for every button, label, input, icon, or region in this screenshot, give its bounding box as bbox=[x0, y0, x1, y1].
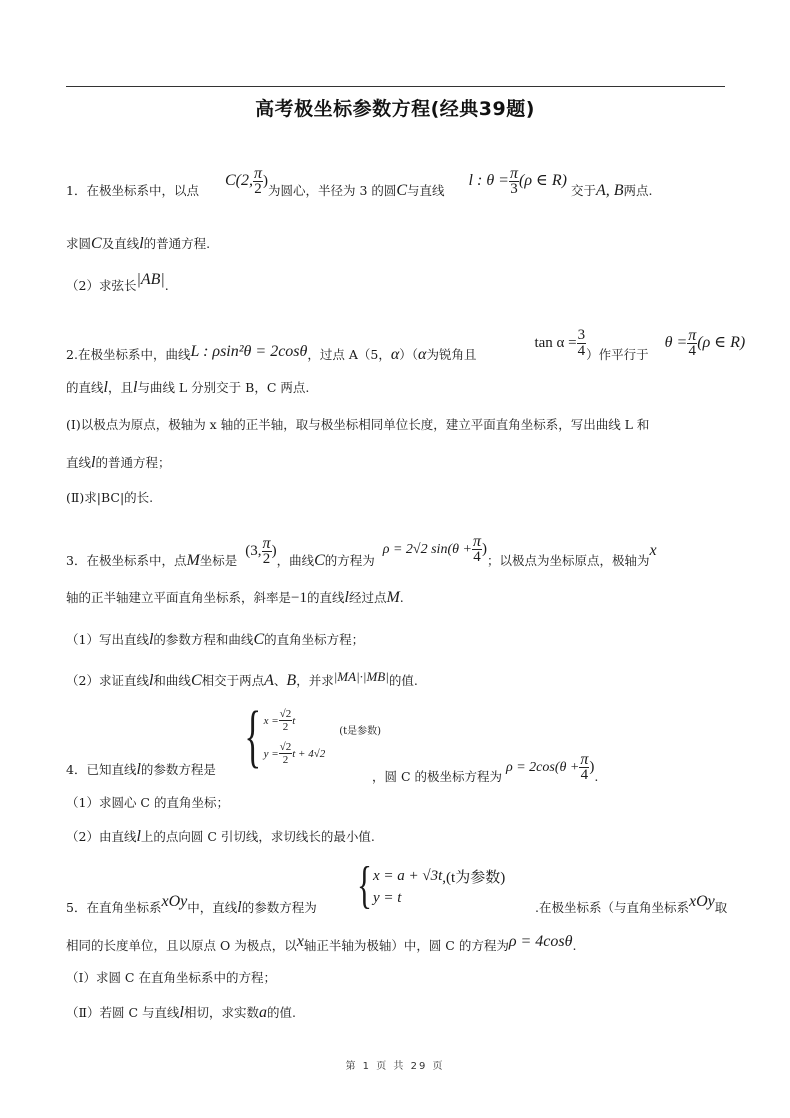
problem-4-param-system bbox=[236, 698, 382, 775]
text: 的参数方程为 bbox=[241, 900, 317, 915]
math: l bbox=[132, 379, 138, 396]
numerator: π bbox=[262, 535, 271, 552]
text: ，并求 bbox=[296, 673, 334, 688]
math: A, B bbox=[595, 182, 624, 199]
problem-4-q1 bbox=[66, 795, 229, 811]
problem-number: 1． bbox=[66, 183, 87, 198]
math-point-C bbox=[225, 166, 268, 197]
text: 求圆 bbox=[66, 236, 92, 251]
math: C bbox=[190, 672, 202, 689]
math-line-l bbox=[469, 166, 567, 197]
x-equation bbox=[373, 866, 505, 887]
text: （Ⅱ）若圆 C 与直线 bbox=[66, 1005, 180, 1020]
problem-3-line2 bbox=[66, 590, 404, 606]
text: （2）求证直线 bbox=[66, 673, 149, 688]
math: l bbox=[103, 379, 108, 396]
math: l bbox=[136, 828, 141, 845]
fraction bbox=[472, 534, 482, 565]
problem-number: 4． bbox=[66, 762, 87, 777]
text: 在极坐标系中，曲线 bbox=[77, 347, 191, 362]
math: ) bbox=[262, 173, 268, 189]
text: 相交于两点 bbox=[201, 673, 265, 688]
text: 、 bbox=[273, 673, 287, 688]
text: ，过点 A（5， bbox=[307, 347, 391, 362]
text: 中，直线 bbox=[187, 900, 238, 915]
denominator: 4 bbox=[577, 343, 586, 359]
math: (ρ ∈ R) bbox=[519, 172, 567, 189]
text: ；以极点为坐标原点，极轴为 bbox=[486, 553, 650, 568]
page-footer: 第 1 页 共 29 页 bbox=[345, 1061, 445, 1072]
math: L : ρsin²θ = 2cosθ bbox=[190, 343, 308, 360]
problem-5-stem bbox=[66, 893, 317, 916]
text: 为圆心，半径为 3 的圆 bbox=[267, 183, 397, 198]
text: ）（ bbox=[399, 347, 419, 362]
math: x bbox=[296, 933, 304, 950]
text: 与曲线 L 分别交于 B，C 两点. bbox=[137, 380, 310, 395]
text: 两点. bbox=[623, 183, 653, 198]
math: α bbox=[390, 346, 400, 363]
math: l bbox=[344, 589, 349, 606]
text: 轴的正半轴建立平面直角坐标系，斜率是 bbox=[66, 590, 292, 605]
problem-number: 5． bbox=[66, 900, 87, 915]
denominator: 4 bbox=[580, 767, 589, 783]
math: A bbox=[264, 672, 274, 689]
equations bbox=[264, 708, 326, 766]
text: 取 bbox=[714, 900, 728, 915]
text: 经过点 bbox=[348, 590, 387, 605]
problem-5-param-system bbox=[352, 857, 506, 914]
problem-2-q2 bbox=[66, 490, 153, 506]
math: x = a + √3t bbox=[372, 867, 443, 884]
text: (Ⅱ)求|BC|的长. bbox=[66, 490, 154, 505]
denominator: 3 bbox=[510, 181, 518, 197]
problem-1-stem bbox=[66, 165, 653, 207]
text: 的普通方程. bbox=[143, 236, 211, 251]
problem-5-line2 bbox=[66, 933, 577, 954]
text: ，曲线 bbox=[276, 553, 315, 568]
fraction bbox=[279, 708, 296, 733]
math: |MA|·|MB| bbox=[333, 669, 389, 684]
math: l bbox=[148, 631, 154, 648]
fraction bbox=[253, 166, 263, 197]
problem-5-q2 bbox=[66, 1005, 296, 1021]
text: 轴正半轴为极轴）中，圆 C 的方程为 bbox=[303, 938, 509, 953]
math: l bbox=[237, 899, 242, 916]
text: 直线 bbox=[66, 455, 92, 470]
problem-5-q1 bbox=[66, 970, 276, 986]
param-note: (t是参数) bbox=[339, 725, 382, 737]
problem-2-stem bbox=[66, 327, 746, 371]
math: C bbox=[91, 235, 102, 252]
text: （1）求圆心 C 的直角坐标； bbox=[66, 795, 229, 810]
text: 和曲线 bbox=[153, 673, 191, 688]
y-equation bbox=[373, 887, 505, 907]
text: ）作平行于 bbox=[586, 347, 649, 362]
text: 已知直线 bbox=[86, 762, 137, 777]
math: M bbox=[386, 589, 400, 606]
text: 相同的长度单位，且以原点 O 为极点，以 bbox=[66, 938, 297, 953]
equations bbox=[373, 866, 505, 907]
math: C(2, bbox=[224, 172, 253, 189]
problem-4-q2 bbox=[66, 829, 375, 845]
numerator: π bbox=[253, 165, 262, 182]
math: t bbox=[292, 714, 296, 727]
text: .在极坐标系（与直角坐标系 bbox=[535, 900, 689, 915]
math: −1 bbox=[291, 590, 307, 606]
numerator: π bbox=[509, 165, 518, 182]
left-brace: { bbox=[356, 857, 372, 914]
math: l : θ = bbox=[468, 172, 509, 189]
problem-2-q1 bbox=[66, 417, 649, 433]
header-rule bbox=[66, 86, 725, 87]
denominator: 4 bbox=[688, 343, 696, 359]
math: l bbox=[91, 454, 96, 471]
numerator: π bbox=[688, 327, 697, 344]
math: θ = bbox=[664, 334, 688, 351]
problem-1-q2 bbox=[66, 271, 169, 294]
problem-number: 2. bbox=[66, 347, 78, 362]
text: 的参数方程和曲线 bbox=[153, 632, 254, 647]
text: 的直线 bbox=[306, 590, 345, 605]
problem-3-stem bbox=[66, 533, 657, 577]
denominator: 2 bbox=[282, 721, 289, 733]
text: （Ⅰ）求圆 C 在直角坐标系中的方程； bbox=[66, 970, 276, 985]
math-M-coord bbox=[245, 536, 276, 567]
text: ，且 bbox=[107, 380, 133, 395]
fraction bbox=[509, 166, 519, 197]
math-rho-eq bbox=[383, 534, 487, 565]
math: y = t bbox=[372, 889, 402, 906]
text: 的值. bbox=[266, 1005, 296, 1020]
text: 交于 bbox=[570, 183, 596, 198]
text: . bbox=[594, 769, 599, 784]
text: 在极坐标系中，点 bbox=[86, 553, 187, 568]
math-tan bbox=[534, 328, 586, 359]
math: ρ = 2√2 sin(θ + bbox=[382, 542, 472, 557]
denominator: 2 bbox=[282, 754, 289, 766]
left-brace: { bbox=[244, 698, 262, 775]
text: 的参数方程是 bbox=[140, 762, 216, 777]
problem-1-q1 bbox=[66, 236, 210, 252]
text: （2）求弦长 bbox=[66, 278, 137, 293]
math: M bbox=[186, 552, 200, 569]
problem-4-stem bbox=[66, 762, 216, 778]
problem-2-q1-cont bbox=[66, 455, 170, 471]
math: ρ = 2cos(θ + bbox=[506, 760, 580, 775]
math: B bbox=[286, 672, 297, 689]
fraction bbox=[262, 536, 272, 567]
math: |AB| bbox=[136, 271, 165, 288]
y-equation bbox=[264, 741, 326, 766]
param-note: ,(t为参数) bbox=[442, 869, 506, 886]
text: . bbox=[572, 938, 577, 953]
text: . bbox=[164, 278, 169, 293]
text: 为锐角且 bbox=[426, 347, 477, 362]
text: 在极坐标系中，以点 bbox=[86, 183, 199, 198]
numerator: 3 bbox=[577, 327, 586, 343]
problem-3-q1 bbox=[66, 632, 364, 648]
math: ) bbox=[481, 541, 487, 557]
math: C bbox=[253, 631, 265, 648]
page-title: 高考极坐标参数方程(经典39题) bbox=[255, 98, 535, 120]
x-equation bbox=[264, 708, 326, 733]
denominator: 2 bbox=[262, 551, 271, 567]
text: 的普通方程； bbox=[95, 455, 171, 470]
math: ) bbox=[589, 759, 595, 775]
math: l bbox=[136, 761, 141, 778]
text: 的值. bbox=[388, 673, 418, 688]
text: 上的点向圆 C 引切线，求切线长的最小值. bbox=[140, 829, 375, 844]
math: xOy bbox=[688, 893, 715, 910]
math: t + 4√2 bbox=[292, 747, 326, 760]
text: 在直角坐标系 bbox=[86, 900, 162, 915]
math: α bbox=[418, 346, 427, 363]
text: （2）由直线 bbox=[66, 829, 137, 844]
text: ，圆 C 的极坐标方程为 bbox=[372, 769, 503, 784]
fraction bbox=[579, 752, 589, 783]
text: 的直角坐标方程； bbox=[264, 632, 365, 647]
text: 的直线 bbox=[66, 380, 104, 395]
problem-5-stem-cont bbox=[535, 893, 728, 916]
text: 坐标是 bbox=[199, 553, 238, 568]
math: x = bbox=[263, 714, 279, 727]
denominator: 4 bbox=[473, 549, 481, 565]
math: ) bbox=[271, 543, 277, 559]
problem-4-stem-cont bbox=[372, 751, 599, 793]
numerator: π bbox=[472, 533, 481, 550]
math: l bbox=[148, 672, 154, 689]
text: . bbox=[399, 590, 404, 605]
denominator: 2 bbox=[254, 181, 262, 197]
math: ρ = 4cosθ bbox=[508, 933, 573, 950]
math: (3, bbox=[245, 543, 262, 559]
numerator: π bbox=[580, 751, 589, 768]
math-theta bbox=[665, 328, 746, 359]
text: 与直线 bbox=[407, 183, 445, 198]
math: l bbox=[139, 235, 144, 252]
numerator: √2 bbox=[279, 741, 292, 753]
text: (Ⅰ)以极点为原点，极轴为 x 轴的正半轴，取与极坐标相同单位长度，建立平面直角坐标系，写出曲线 L 和 bbox=[66, 417, 650, 432]
problem-number: 3． bbox=[66, 553, 87, 568]
math: l bbox=[179, 1004, 184, 1021]
math: C bbox=[396, 182, 408, 199]
text: 的方程为 bbox=[324, 553, 375, 568]
text: 相切，求实数 bbox=[183, 1005, 259, 1020]
fraction bbox=[687, 328, 697, 359]
fraction bbox=[577, 328, 587, 359]
math: (ρ ∈ R) bbox=[697, 334, 746, 351]
numerator: √2 bbox=[279, 708, 292, 720]
math: xOy bbox=[161, 893, 188, 910]
math: y = bbox=[263, 747, 279, 760]
math: x bbox=[649, 542, 657, 559]
math-rho-cos bbox=[506, 752, 594, 783]
math: a bbox=[258, 1004, 267, 1021]
problem-2-line2 bbox=[66, 380, 309, 396]
math: tan α = bbox=[534, 335, 577, 351]
problem-3-q2 bbox=[66, 669, 418, 689]
text: （1）写出直线 bbox=[66, 632, 149, 647]
fraction bbox=[279, 741, 293, 766]
math: C bbox=[314, 552, 325, 569]
text: 及直线 bbox=[101, 236, 140, 251]
